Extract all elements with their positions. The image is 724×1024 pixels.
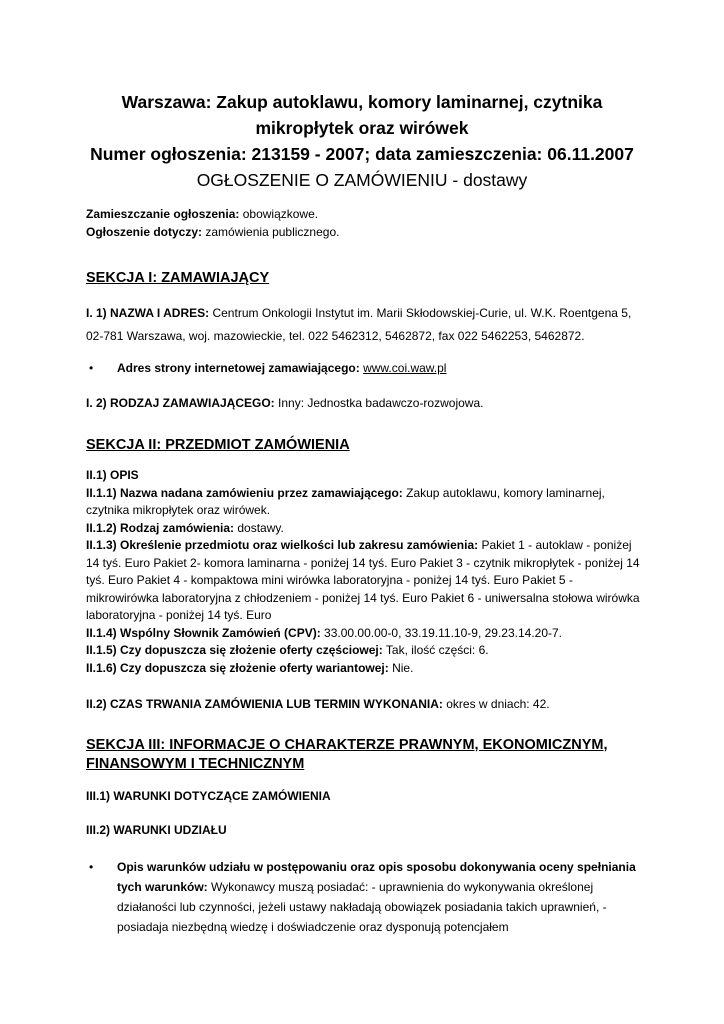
order-scope-line	[86, 537, 646, 625]
obligatory-value: obowiązkowe.	[242, 207, 319, 221]
duration-label: II.2) CZAS TRWANIA ZAMÓWIENIA LUB TERMIN WYKONANIA:	[86, 697, 443, 711]
participation-desc-label: Opis warunków udziału w postępowaniu oraz opis sposobu dokonywania oceny spełniania tych warunków:	[117, 859, 636, 894]
website-label: Adres strony internetowej zamawiającego:	[117, 361, 360, 375]
website-link[interactable]: www.coi.waw.pl	[363, 361, 447, 375]
partial-offer-value: Tak, ilość części: 6.	[385, 643, 489, 657]
title-line-3: Numer ogłoszenia: 213159 - 2007; data zamieszczenia: 06.11.2007	[90, 144, 634, 164]
contracting-type-line	[86, 395, 646, 413]
section-3-heading-line-2: FINANSOWYM I TECHNICZNYM	[86, 755, 305, 772]
participation-desc-value: Wykonawcy muszą posiadać: - uprawnienia do wykonywania określonej działaności lub czynności, jeżeli ustawy nakładają obowiązek posiadania takich uprawnień, - posiadaja niezbędną wiedzę i doświadczenie oraz dysponują potencjałem	[117, 879, 607, 934]
cpv-line	[86, 625, 646, 643]
variant-offer-label: II.1.6) Czy dopuszcza się złożenie oferty wariantowej:	[86, 660, 389, 675]
concerns-label: Ogłoszenie dotyczy:	[86, 224, 203, 239]
partial-offer-line	[86, 642, 646, 660]
order-kind-label: II.1.2) Rodzaj zamówienia:	[86, 520, 235, 535]
obligatory-label: Zamieszczanie ogłoszenia:	[86, 207, 240, 221]
title-block	[60, 89, 664, 193]
website-bullet	[86, 360, 646, 378]
order-scope-value: Pakiet 1 - autoklaw - poniżej 14 tyś. Euro Pakiet 2- komora laminarna - poniżej 14 tyś. Euro Pakiet 3 - czytnik mikropłytek - poniżej 14 tyś. Euro Pakiet 4 - kompaktowa mini wirówka laboratoryjna - poniżej 14 tyś. Euro Pakiet 5 - mikrowirówka laboratoryjna z chłodzeniem - poniżej 14 tyś. Euro Pakiet 6 - uniwersalna stołowa wirówka laboratoryjna - poniżej 14 tyś. Euro	[86, 538, 640, 622]
bullet-icon: •	[89, 859, 94, 874]
contracting-type-label: I. 2) RODZAJ ZAMAWIAJĄCEGO:	[86, 395, 275, 410]
participation-bullet	[86, 857, 646, 937]
title-line-1: Warszawa: Zakup autoklawu, komory laminarnej, czytnika	[121, 92, 603, 112]
document-body	[86, 206, 646, 937]
section-1-name-address	[86, 302, 646, 348]
participation-heading: III.2) WARUNKI UDZIAŁU	[86, 823, 227, 837]
section-3-heading-line-1: SEKCJA III: INFORMACJE O CHARAKTERZE PRAWNYM, EKONOMICZNYM,	[86, 736, 608, 753]
order-name-label: II.1.1) Nazwa nadana zamówieniu przez zamawiającego:	[86, 485, 403, 500]
bullet-icon: •	[89, 361, 94, 375]
concerns-line	[86, 224, 646, 242]
order-kind-line	[86, 520, 646, 538]
cpv-value: 33.00.00.00-0, 33.19.11.10-9, 29.23.14.20-7.	[324, 625, 563, 640]
variant-offer-value: Nie.	[392, 660, 414, 675]
cpv-label: II.1.4) Wspólny Słownik Zamówień (CPV):	[86, 625, 321, 640]
duration-line	[86, 696, 646, 714]
concerns-value: zamówienia publicznego.	[205, 224, 340, 239]
order-name-line	[86, 485, 646, 520]
obligatory-line	[86, 206, 646, 224]
conditions-heading: III.1) WARUNKI DOTYCZĄCE ZAMÓWIENIA	[86, 788, 331, 803]
opis-heading: II.1) OPIS	[86, 468, 139, 482]
variant-offer-line	[86, 660, 646, 678]
duration-value: okres w dniach: 42.	[446, 697, 550, 711]
section-1-heading: SEKCJA I: ZAMAWIAJĄCY	[86, 270, 270, 286]
section-2-heading: SEKCJA II: PRZEDMIOT ZAMÓWIENIA	[86, 437, 350, 453]
name-address-label: I. 1) NAZWA I ADRES:	[86, 306, 210, 320]
section-3-heading	[86, 736, 646, 774]
title-line-2: mikropłytek oraz wirówek	[255, 118, 469, 138]
order-scope-label: II.1.3) Określenie przedmiotu oraz wielkości lub zakresu zamówienia:	[86, 538, 479, 552]
order-kind-value: dostawy.	[237, 520, 284, 535]
notice-subtitle: OGŁOSZENIE O ZAMÓWIENIU - dostawy	[196, 170, 528, 190]
partial-offer-label: II.1.5) Czy dopuszcza się złożenie oferty częściowej:	[86, 643, 383, 657]
contracting-type-value: Inny: Jednostka badawczo-rozwojowa.	[278, 395, 484, 410]
name-address-value: Centrum Onkologii Instytut im. Marii Skłodowskiej-Curie, ul. W.K. Roentgena 5, 02-781 Warszawa, woj. mazowieckie, tel. 022 5462312, 5462872, fax 022 5462253, 5462872.	[86, 306, 632, 343]
order-name-value: Zakup autoklawu, komory laminarnej, czytnika mikropłytek oraz wirówek.	[86, 485, 605, 517]
